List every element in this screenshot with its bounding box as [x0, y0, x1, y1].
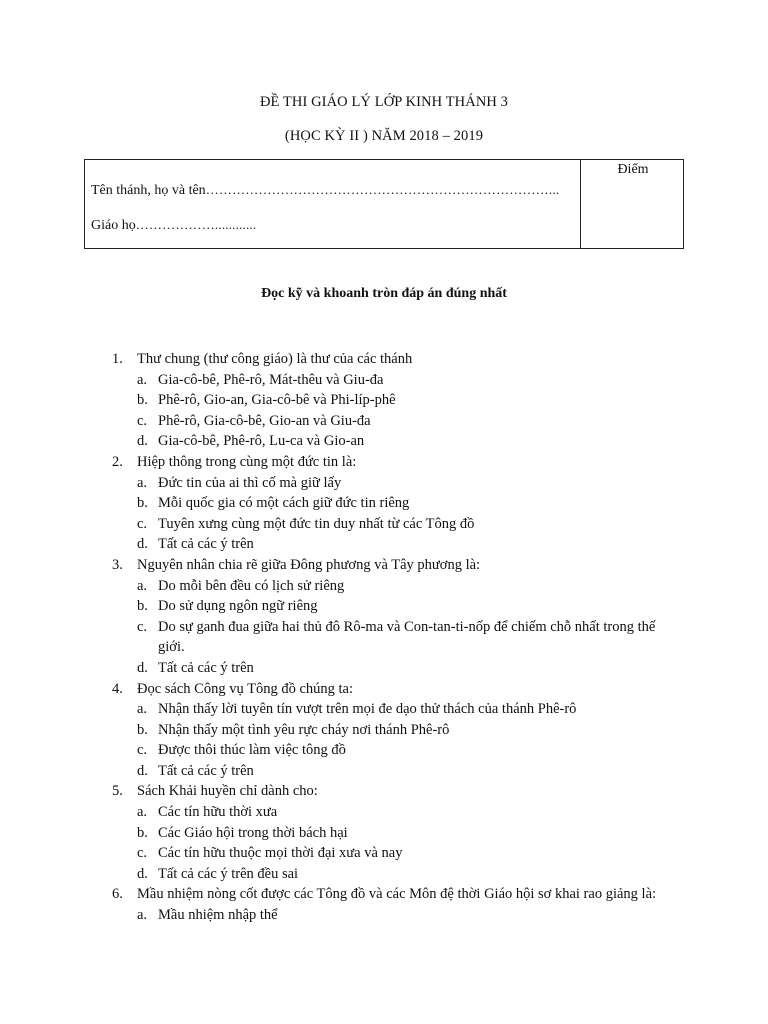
- option: [0, 761, 768, 782]
- option-letter: b.: [137, 598, 148, 615]
- option-letter: b.: [137, 824, 148, 841]
- option-text: Mầu nhiệm nhập thể: [158, 907, 278, 924]
- option-text: Được thôi thúc làm việc tông đồ: [158, 742, 346, 759]
- option: [0, 905, 768, 926]
- parish-field: [91, 217, 256, 234]
- question-text: Sách Khải huyền chỉ dành cho:: [137, 783, 318, 800]
- option-letter: d.: [137, 762, 148, 779]
- question-number: 1.: [112, 351, 123, 367]
- option: [0, 411, 768, 432]
- question-number: 5.: [112, 783, 123, 800]
- option-text: Nhận thấy một tình yêu rực cháy nơi thánh Phê-rô: [158, 721, 450, 738]
- option-text: Tất cả các ý trên đều sai: [158, 865, 299, 882]
- question: [0, 679, 768, 782]
- option: [0, 843, 768, 864]
- option-letter: d.: [137, 433, 148, 450]
- option: [0, 699, 768, 720]
- option: [0, 576, 768, 597]
- question-text: Đọc sách Công vụ Tông đồ chúng ta:: [137, 680, 353, 697]
- question: [0, 884, 768, 925]
- question-text: Thư chung (thư công giáo) là thư của các thánh: [137, 351, 413, 367]
- score-label: Điểm: [617, 162, 649, 177]
- question-text: Mầu nhiệm nòng cốt được các Tông đồ và các Môn đệ thời Giáo hội sơ khai rao giảng là:: [137, 886, 657, 903]
- option-letter: b.: [137, 721, 148, 738]
- question-number: 3.: [112, 556, 123, 573]
- question-text: Hiệp thông trong cùng một đức tin là:: [137, 453, 357, 470]
- option: [0, 370, 768, 391]
- question: [0, 349, 768, 452]
- name-field: [91, 182, 559, 199]
- option-text: Tất cả các ý trên: [158, 762, 254, 779]
- option-letter: c.: [137, 412, 148, 429]
- option-list: [0, 473, 768, 555]
- question: [0, 452, 768, 555]
- question-text: Nguyên nhân chia rẽ giữa Đông phương và Tây phương là:: [137, 556, 481, 573]
- student-info-fields: [85, 160, 581, 248]
- option: [0, 864, 768, 885]
- question-number: 2.: [112, 453, 123, 470]
- option-letter: a.: [137, 701, 148, 718]
- option-letter: d.: [137, 659, 148, 676]
- option-text: Phê-rô, Gia-cô-bê, Gio-an và Giu-đa: [158, 412, 371, 429]
- exam-title: ĐỀ THI GIÁO LÝ LỚP KINH THÁNH 3: [259, 94, 509, 110]
- option-list: [0, 576, 768, 679]
- option-letter: a.: [137, 804, 148, 821]
- option: [0, 390, 768, 411]
- student-info-box: [84, 159, 684, 249]
- option-text: Đức tin của ai thì cố mà giữ lấy: [158, 474, 342, 491]
- question-number: 4.: [112, 680, 123, 697]
- option: [0, 431, 768, 452]
- question-list: [0, 349, 768, 926]
- question-number: 6.: [112, 886, 123, 903]
- option-letter: d.: [137, 865, 148, 882]
- parish-blank: ………………............: [135, 217, 257, 232]
- exam-subtitle: (HỌC KỲ II ) NĂM 2018 – 2019: [284, 128, 484, 144]
- option-text: Do sử dụng ngôn ngữ riêng: [158, 598, 318, 615]
- name-label: Tên thánh, họ và tên: [91, 183, 206, 198]
- option: [0, 658, 768, 679]
- option-text: Phê-rô, Gio-an, Gia-cô-bê và Phi-líp-phê: [158, 392, 396, 409]
- option-text: Các tín hữu thuộc mọi thời đại xưa và nay: [158, 845, 403, 862]
- option-text: Các Giáo hội trong thời bách hại: [158, 824, 348, 841]
- parish-label: Giáo họ: [91, 218, 136, 233]
- option-text: Tất cả các ý trên: [158, 659, 254, 676]
- option: [0, 802, 768, 823]
- option-letter: a.: [137, 907, 148, 924]
- option-letter: a.: [137, 474, 148, 491]
- option-letter: c.: [137, 845, 148, 862]
- option-list: [0, 699, 768, 781]
- question: [0, 555, 768, 679]
- option: [0, 534, 768, 555]
- option-text: Gia-cô-bê, Phê-rô, Mát-thêu và Giu-đa: [158, 371, 384, 388]
- option-list: [0, 905, 768, 926]
- option-text: Gia-cô-bê, Phê-rô, Lu-ca và Gio-an: [158, 433, 365, 450]
- option-text: Nhận thấy lời tuyên tín vượt trên mọi đe dạo thử thách của thánh Phê-rô: [158, 701, 577, 718]
- option: [0, 493, 768, 514]
- option: [0, 720, 768, 741]
- option: [0, 617, 768, 658]
- instruction: Đọc kỹ và khoanh tròn đáp án đúng nhất: [261, 286, 507, 301]
- name-blank: ……………………………………………………………………...: [205, 182, 560, 197]
- option-list: [0, 370, 768, 452]
- option: [0, 473, 768, 494]
- option-letter: b.: [137, 392, 148, 409]
- option-letter: c.: [137, 515, 148, 532]
- option-letter: a.: [137, 371, 148, 388]
- option-letter: a.: [137, 577, 148, 594]
- option-letter: d.: [137, 536, 148, 553]
- option: [0, 596, 768, 617]
- option-text: Do sự ganh đua giữa hai thủ đô Rô-ma và Con-tan-ti-nốp để chiếm chỗ nhất trong thế giới.: [158, 618, 656, 656]
- option-letter: c.: [137, 618, 148, 635]
- option-list: [0, 802, 768, 884]
- option-letter: c.: [137, 742, 148, 759]
- option-text: Tuyên xưng cùng một đức tin duy nhất từ các Tông đồ: [158, 515, 475, 532]
- option-letter: b.: [137, 495, 148, 512]
- option-text: Do mỗi bên đều có lịch sử riêng: [158, 577, 345, 594]
- option: [0, 823, 768, 844]
- question: [0, 781, 768, 884]
- option: [0, 514, 768, 535]
- option-text: Các tín hữu thời xưa: [158, 804, 278, 821]
- option-text: Mỗi quốc gia có một cách giữ đức tin riêng: [158, 495, 410, 512]
- option: [0, 740, 768, 761]
- option-text: Tất cả các ý trên: [158, 536, 254, 553]
